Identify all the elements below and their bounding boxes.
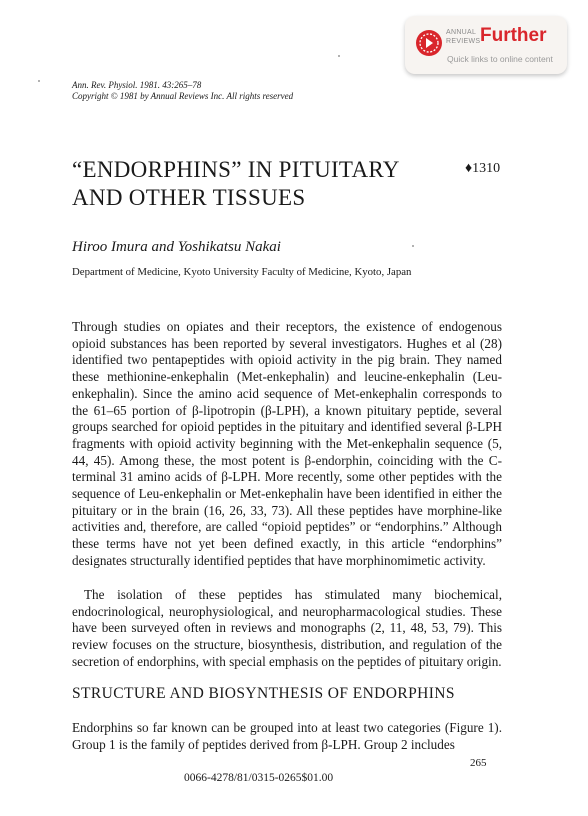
doi-code: 0066-4278/81/0315-0265$01.00 xyxy=(184,772,334,784)
section-heading: STRUCTURE AND BIOSYNTHESIS OF ENDORPHINS xyxy=(72,685,455,702)
page-number: 265 xyxy=(470,757,487,769)
body-paragraph-2: The isolation of these peptides has stimulated many biochemical, endocrinological, neurophysiological, and neuropharmacological studies. These have been surveyed often in reviews and monographs (2, 11, 48, 53, 79). This review focuses on the structure, biosynthesis, distribution, and regulation of the secretion of endorphins, with special emphasis on the peptides of pituitary origin. xyxy=(72,587,502,669)
title-line-1: “ENDORPHINS” IN PITUITARY xyxy=(72,157,400,182)
badge-further-label: Further xyxy=(480,25,547,46)
badge-annual-label: ANNUAL xyxy=(446,29,477,36)
annual-reviews-logo-icon xyxy=(416,30,442,56)
journal-citation: Ann. Rev. Physiol. 1981. 43:265–78 xyxy=(72,80,202,90)
scan-speck xyxy=(38,80,40,82)
further-badge[interactable] xyxy=(405,16,567,74)
scan-speck xyxy=(338,55,340,57)
body-paragraph-1: Through studies on opiates and their receptors, the existence of endogenous opioid substances has been reported by several investigators. Hughes et al (28) identified two pentapeptides with opioid activity in the pig brain. They named these methionine-enkephalin (Met-enkephalin) and leucine-enkephalin (Leu-enkephalin). Since the amino acid sequence of Met-enkephalin corresponds to the 61–65 portion of β-lipotropin (β-LPH), a known pituitary peptide, several groups searched for opioid peptides in the pituitary and identified several β-LPH fragments with opioid activity beginning with the Met-enkephalin sequence (5, 44, 45). Among these, the most potent is β-endorphin, coinciding with the C-terminal 31 amino acids of β-LPH. More recently, some other peptides with the sequence of Leu-enkephalin or Met-enkephalin have been identified in either the pituitary or in the brain (16, 26, 33, 73). All these peptides have morphine-like activities and, therefore, are called “opioid peptides” or “endorphins.” Although these terms have not yet been defined exactly, in this article “endorphins” designates structurally identified peptides that have morphinomimetic activity. xyxy=(72,319,502,568)
copyright-notice: Copyright © 1981 by Annual Reviews Inc. All rights reserved xyxy=(72,91,294,101)
scan-speck xyxy=(412,245,414,247)
affiliation: Department of Medicine, Kyoto University Faculty of Medicine, Kyoto, Japan xyxy=(72,266,412,278)
article-code: ♦1310 xyxy=(465,161,501,176)
title-line-2: AND OTHER TISSUES xyxy=(72,185,306,210)
badge-subtitle: Quick links to online content xyxy=(447,54,553,64)
article-title xyxy=(72,156,432,212)
authors: Hiroo Imura and Yoshikatsu Nakai xyxy=(72,239,281,255)
badge-reviews-label: REVIEWS xyxy=(446,38,481,45)
body-paragraph-3: Endorphins so far known can be grouped into at least two categories (Figure 1). Group 1 is the family of peptides derived from β-LPH. Group 2 includes xyxy=(72,720,502,752)
